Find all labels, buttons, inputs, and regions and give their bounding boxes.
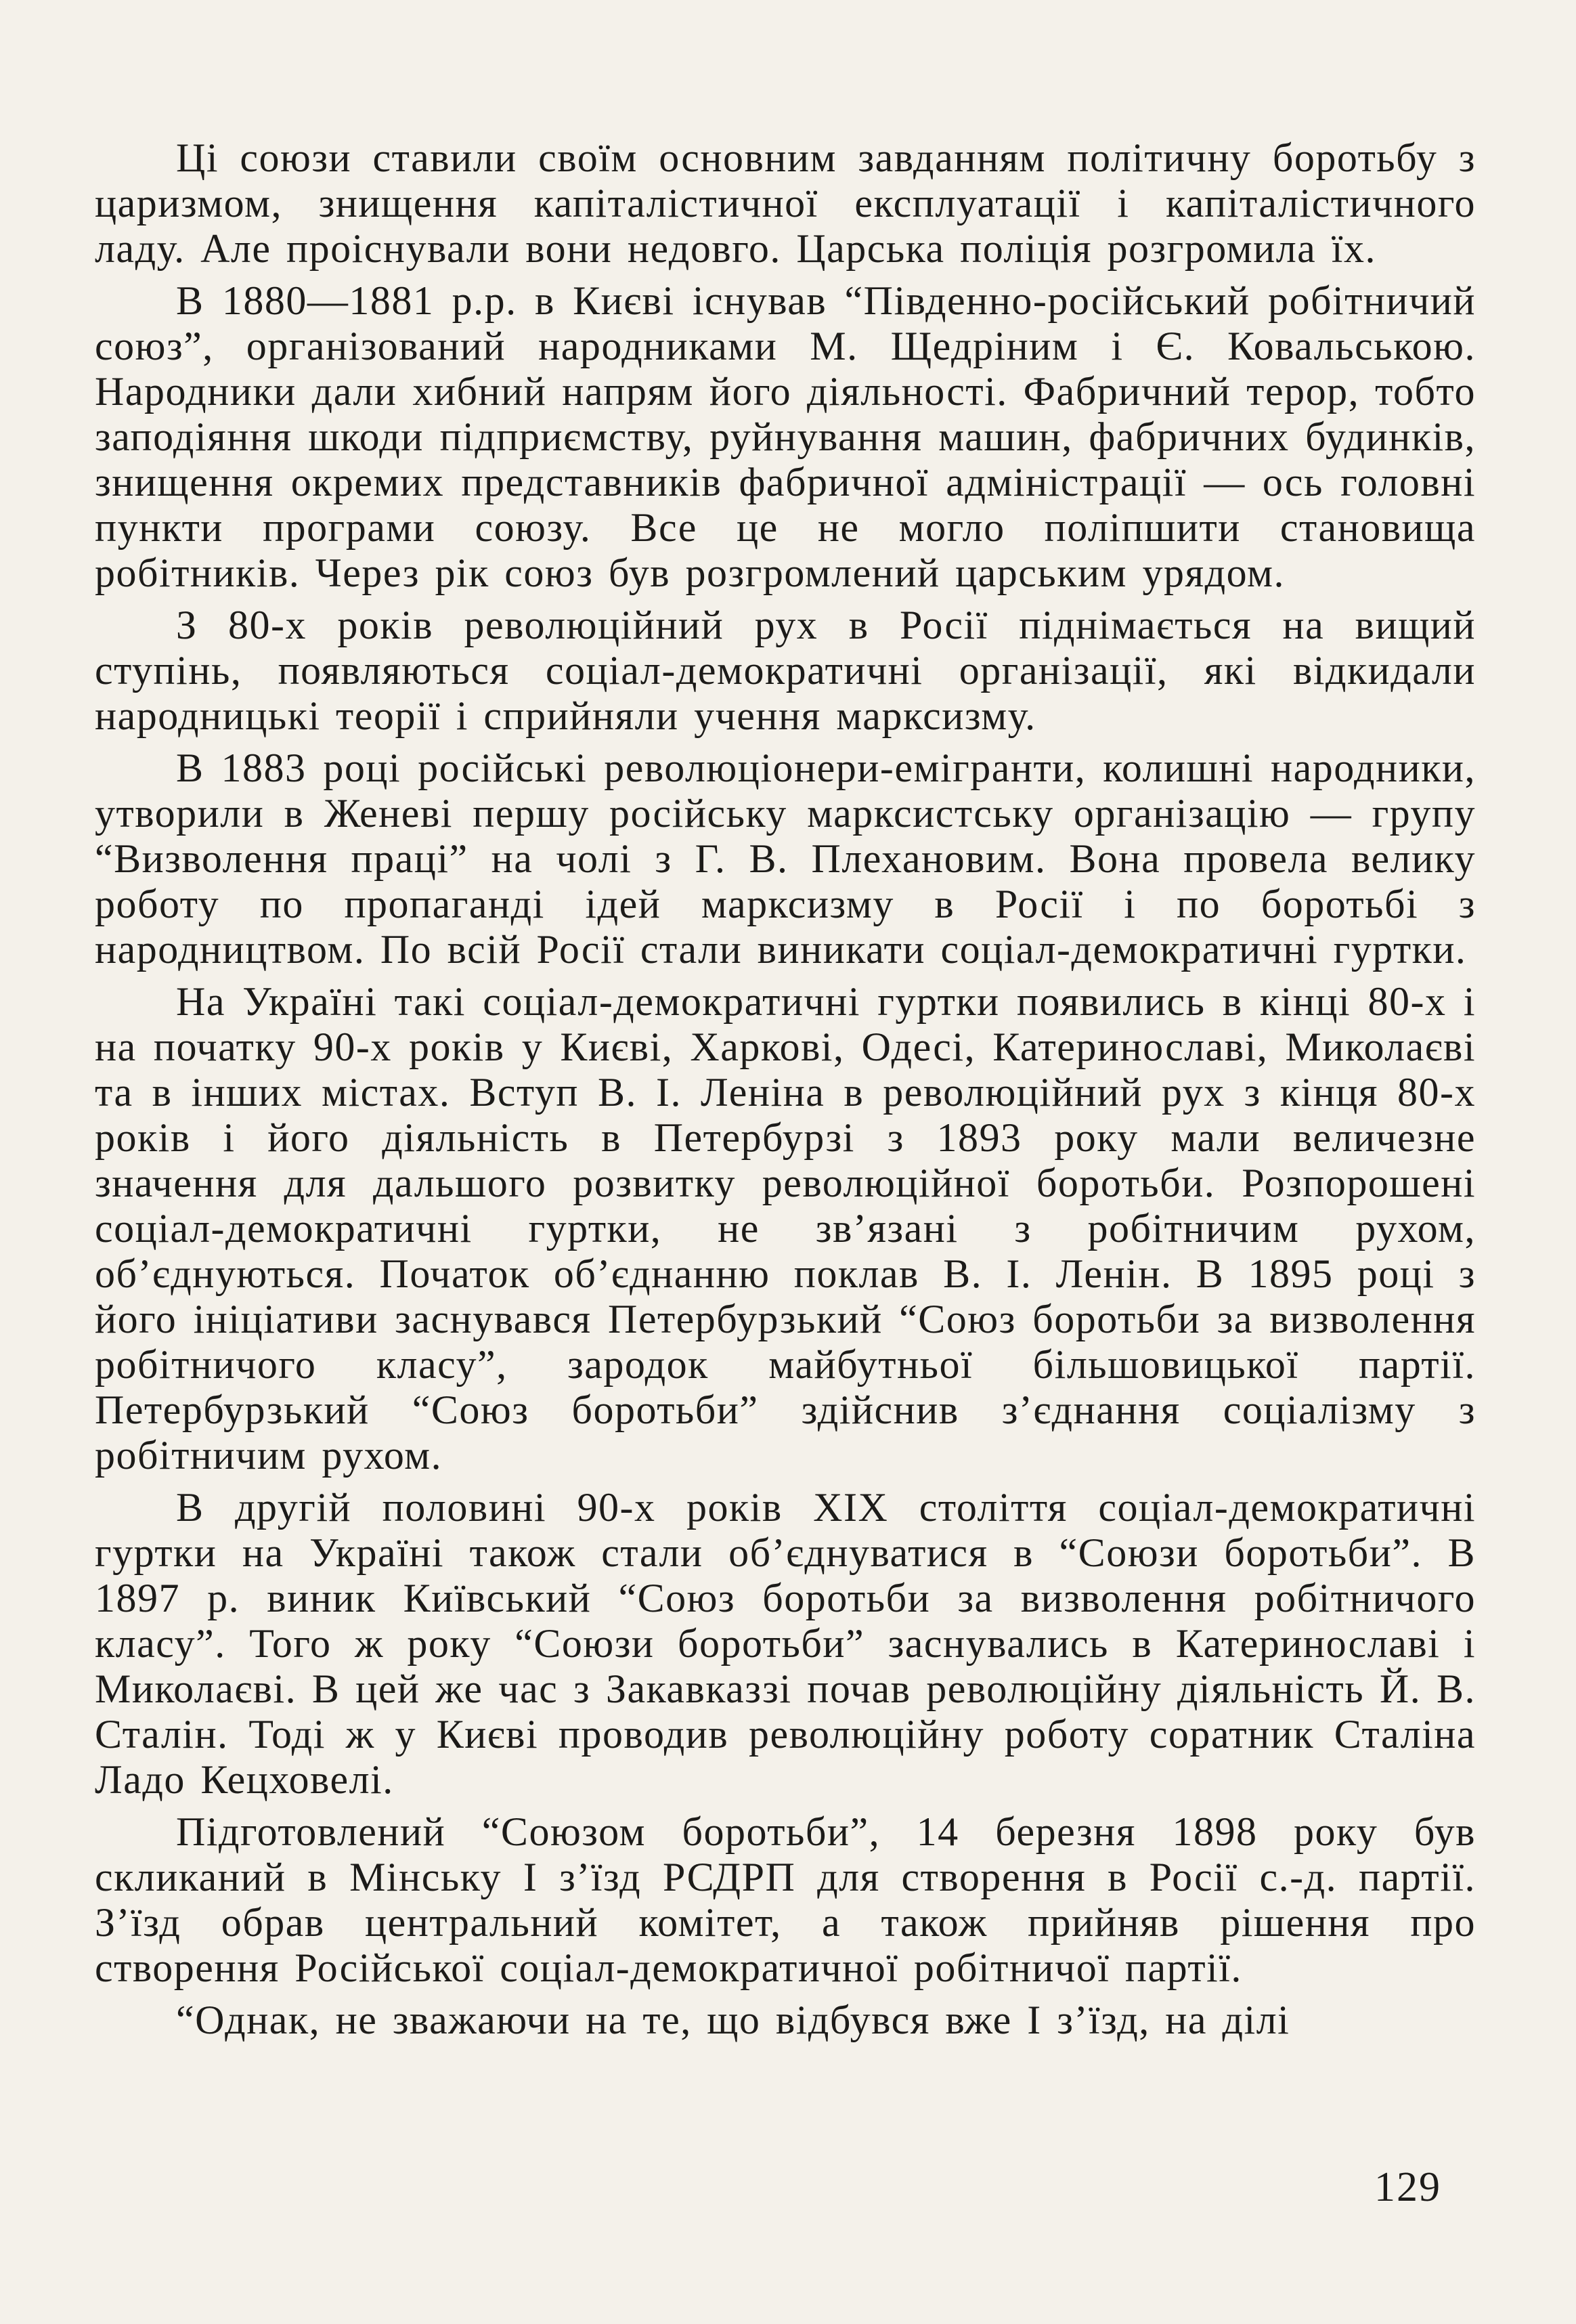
paragraph-first-congress: Підготовлений “Союзом боротьби”, 14 березня 1898 року був скликаний в Мінську І з’їзд РСДРП для створення в Росії с.-д. партії. З’їзд обрав центральний комітет, а також прийняв рішення про створення Російської соціал-демократичної робітничої партії. bbox=[95, 1809, 1476, 1990]
paragraph-unions-goals: Ці союзи ставили своїм основним завданням політичну боротьбу з царизмом, знищення капіталістичної експлуатації і капіталістичного ладу. Але проіснували вони недовго. Царська поліція розгромила їх. bbox=[95, 135, 1476, 271]
paragraph-80s-movement: З 80-х років революційний рух в Росії піднімається на вищий ступінь, появляються соціал-демократичні організації, які відкидали народницькі теорії і сприйняли учення марксизму. bbox=[95, 603, 1476, 738]
paragraph-south-russian-union: В 1880—1881 р.р. в Києві існував “Південно-російський робітничий союз”, організований народниками М. Щедріним і Є. Ковальською. Народники дали хибний напрям його діяльності. Фабричний терор, тобто заподіяння шкоди підприємству, руйнування машин, фабричних будинків, знищення окремих представників фабричної адміністрації — ось головні пункти програми союзу. Все це не могло поліпшити становища робітників. Через рік союз був розгромлений царським урядом. bbox=[95, 278, 1476, 595]
paragraph-emancipation-of-labour: В 1883 році російські революціонери-емігранти, колишні народники, утворили в Женеві першу російську марксистську організацію — групу “Визволення праці” на чолі з Г. В. Плехановим. Вона провела велику роботу по пропаганді ідей марксизму в Росії і по боротьбі з народництвом. По всій Росії стали виникати соціал-демократичні гуртки. bbox=[95, 746, 1476, 972]
page-number: 129 bbox=[1374, 2164, 1441, 2210]
paragraph-quote-start: “Однак, не зважаючи на те, що відбувся вже І з’їзд, на ділі bbox=[176, 1998, 1290, 2042]
text-column bbox=[95, 135, 1476, 2050]
paragraph-ukraine-circles: На Україні такі соціал-демократичні гуртки появились в кінці 80-х і на початку 90-х років у Києві, Харкові, Одесі, Катеринославі, Миколаєві та в інших містах. Вступ В. І. Леніна в революційний рух з кінця 80-х років і його діяльність в Петербурзі з 1893 року мали величезне значення для дальшого розвитку революційної боротьби. Розпорошені соціал-демократичні гуртки, не зв’язані з робітничим рухом, об’єднуються. Початок об’єднанню поклав В. І. Ленін. В 1895 році з його ініціативи заснувався Петербурзький “Союз боротьби за визволення робітничого класу”, зародок майбутньої більшовицької партії. Петербурзький “Союз боротьби” здійснив з’єднання соціалізму з робітничим рухом. bbox=[95, 979, 1476, 1478]
paragraph-unions-of-struggle: В другій половині 90-х років XIX століття соціал-демократичні гуртки на Україні також стали об’єднуватися в “Союзи боротьби”. В 1897 р. виник Київський “Союз боротьби за визволення робітничого класу”. Того ж року “Союзи боротьби” заснувались в Катеринославі і Миколаєві. В цей же час з Закавказзі почав революційну діяльність Й. В. Сталін. Тоді ж у Києві проводив революційну роботу соратник Сталіна Ладо Кецховелі. bbox=[95, 1485, 1476, 1802]
